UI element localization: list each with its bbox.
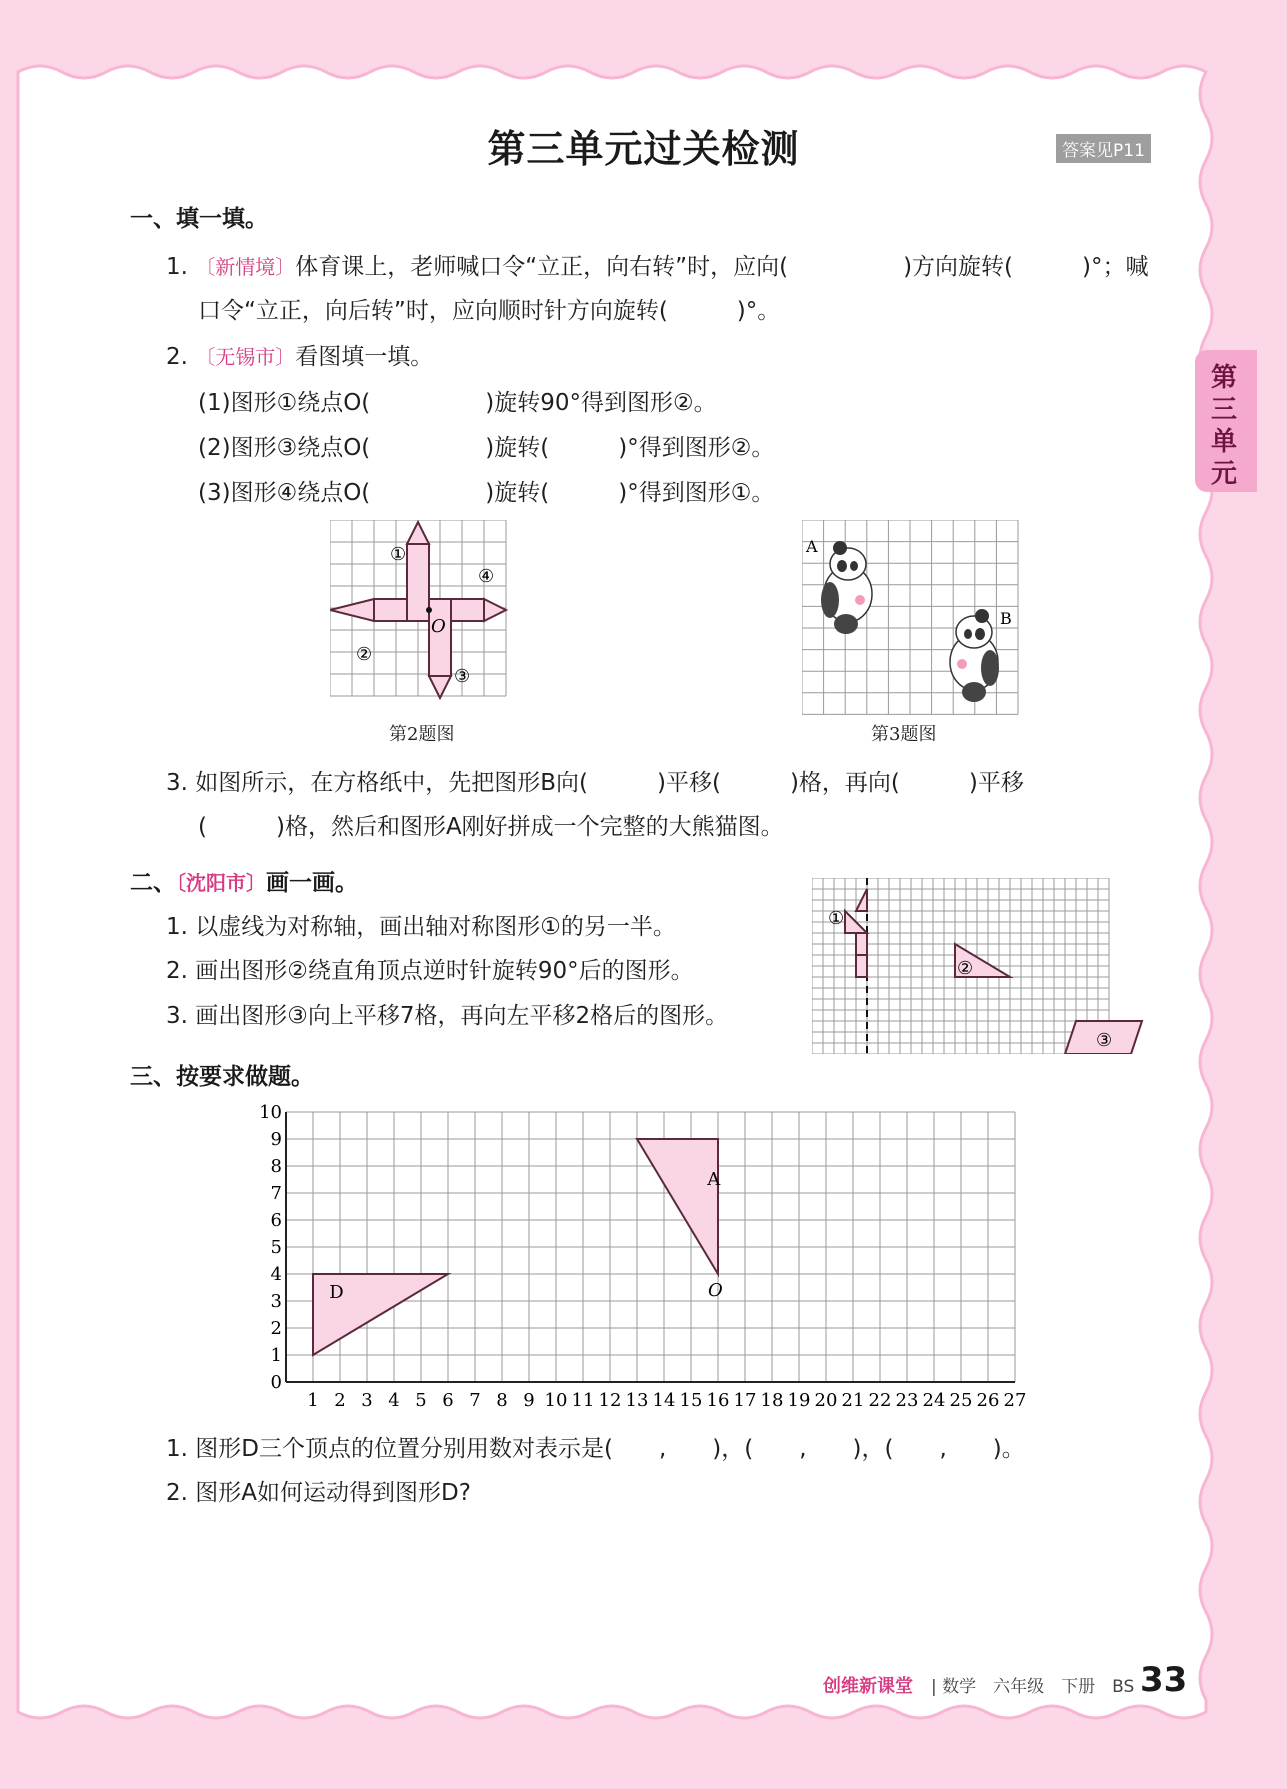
- question-2-intro: [166, 338, 433, 371]
- question-2-text: 看图填一填。: [295, 344, 434, 370]
- question-1-text: 体育课上，老师喊口令“立正，向右转”时，应向( )方向旋转( )°；喊: [295, 254, 1149, 280]
- section3-heading: 三、按要求做题。: [130, 1064, 314, 1090]
- coordinate-grid: [254, 1100, 1034, 1420]
- section2-question-2: 2. 画出图形②绕直角顶点逆时针旋转90°后的图形。: [166, 958, 694, 984]
- question-2-number: 2.: [166, 344, 188, 370]
- section2-heading-text: 画一画。: [266, 870, 358, 896]
- x-tick-label: 1: [307, 1390, 319, 1411]
- figure-2-grid: [330, 520, 528, 718]
- figure-2-point-o: [426, 607, 432, 613]
- section2-tag: 〔沈阳市〕: [176, 871, 266, 895]
- figure-3-grid: [802, 520, 1020, 718]
- question-1-tag: 〔新情境〕: [195, 255, 296, 279]
- x-tick-label: 20: [814, 1390, 838, 1411]
- x-tick-label: 19: [787, 1390, 811, 1411]
- x-tick-label: 21: [841, 1390, 865, 1411]
- shape-1-half-stem: [856, 933, 867, 955]
- x-tick-label: 27: [1003, 1390, 1027, 1411]
- figure-2-label-o: O: [431, 616, 446, 637]
- footer-brand: 创维新课堂: [823, 1676, 913, 1697]
- x-tick-label: 25: [949, 1390, 973, 1411]
- question-1-number: 1.: [166, 254, 188, 280]
- y-tick-label: 1: [270, 1345, 282, 1366]
- section2-heading: [130, 864, 358, 897]
- x-tick-label: 15: [679, 1390, 703, 1411]
- point-o-label: O: [708, 1280, 723, 1301]
- x-tick-label: 12: [598, 1390, 622, 1411]
- x-tick-label: 5: [415, 1390, 427, 1411]
- y-tick-label: 6: [270, 1210, 282, 1231]
- section1-heading: 一、填一填。: [130, 206, 268, 232]
- question-3-line1: [166, 764, 1024, 797]
- figure-3-caption: 第3题图: [871, 724, 937, 745]
- section3-question-2: 2. 图形A如何运动得到图形D?: [166, 1480, 471, 1506]
- question-2-tag: 〔无锡市〕: [195, 345, 296, 369]
- section2-question-3: 3. 画出图形③向上平移7格，再向左平移2格后的图形。: [166, 1003, 729, 1029]
- unit-side-tab-label: 第三单元: [1210, 363, 1237, 489]
- figure-3-panda-a: [821, 541, 872, 634]
- x-tick-label: 8: [496, 1390, 508, 1411]
- figure-2-label-4: ④: [478, 566, 495, 587]
- shape-A: [637, 1139, 718, 1274]
- x-tick-label: 26: [976, 1390, 1000, 1411]
- figure-2-shape-1-tip: [407, 522, 429, 544]
- question-1-line2: 口令“立正，向后转”时，应向顺时针方向旋转( )°。: [198, 298, 781, 324]
- footer-book-info: | 数学 六年级 下册 BS: [931, 1677, 1135, 1697]
- x-tick-label: 2: [334, 1390, 346, 1411]
- question-3-line2: ( )格，然后和图形A刚好拼成一个完整的大熊猫图。: [198, 814, 784, 840]
- x-tick-label: 24: [922, 1390, 946, 1411]
- x-tick-label: 11: [571, 1390, 595, 1411]
- question-2-sub2: (2)图形③绕点O( )旋转( )°得到图形②。: [198, 435, 775, 461]
- figure-2-shape-4-tip: [484, 599, 506, 621]
- section2-label-3: ③: [1096, 1030, 1113, 1051]
- x-tick-label: 14: [652, 1390, 676, 1411]
- x-tick-label: 13: [625, 1390, 649, 1411]
- figure-3-label-a: A: [806, 537, 818, 556]
- page-title: 第三单元过关检测: [487, 127, 800, 171]
- y-tick-label: 3: [270, 1291, 282, 1312]
- figure-2-label-2: ②: [356, 644, 373, 665]
- figure-2-label-3: ③: [454, 666, 471, 687]
- question-2-sub3: (3)图形④绕点O( )旋转( )°得到图形①。: [198, 480, 775, 506]
- answer-reference-badge: 答案见P11: [1056, 134, 1151, 163]
- y-tick-label: 5: [270, 1237, 282, 1258]
- y-tick-label: 4: [270, 1264, 282, 1285]
- x-tick-label: 23: [895, 1390, 919, 1411]
- x-tick-label: 3: [361, 1390, 373, 1411]
- x-tick-label: 7: [469, 1390, 481, 1411]
- x-tick-label: 9: [523, 1390, 535, 1411]
- y-tick-label: 7: [270, 1183, 282, 1204]
- y-tick-label: 0: [270, 1372, 282, 1393]
- question-2-sub1: (1)图形①绕点O( )旋转90°得到图形②。: [198, 390, 717, 416]
- x-tick-label: 6: [442, 1390, 454, 1411]
- section2-question-1: 1. 以虚线为对称轴，画出轴对称图形①的另一半。: [166, 914, 676, 940]
- shape-D-label: D: [329, 1282, 344, 1304]
- question-3-number: 3.: [166, 770, 188, 796]
- shape-A-label: A: [707, 1168, 721, 1190]
- figure-2-label-1: ①: [390, 544, 407, 565]
- question-1-line1: [166, 248, 1149, 281]
- section2-label-1: ①: [828, 908, 845, 929]
- y-tick-label: 2: [270, 1318, 282, 1339]
- figure-2-shape-1: [407, 544, 429, 621]
- figure-3-label-b: B: [1000, 609, 1012, 628]
- x-tick-label: 17: [733, 1390, 757, 1411]
- figure-2-shape-3: [429, 599, 451, 676]
- section2-drawing-grid: [812, 878, 1148, 1054]
- shape-1-half-base: [856, 955, 867, 977]
- x-tick-label: 22: [868, 1390, 892, 1411]
- figure-2-shape-3-tip: [429, 676, 451, 698]
- x-tick-label: 16: [706, 1390, 730, 1411]
- y-tick-label: 10: [259, 1102, 282, 1123]
- x-tick-label: 18: [760, 1390, 784, 1411]
- page-number: 33: [1140, 1660, 1188, 1700]
- y-tick-label: 8: [270, 1156, 282, 1177]
- y-tick-label: 9: [270, 1129, 282, 1150]
- x-tick-label: 4: [388, 1390, 400, 1411]
- figure-3-panda-b: [950, 609, 999, 702]
- section2-heading-prefix: 二、: [130, 870, 176, 896]
- question-3-text: 如图所示，在方格纸中，先把图形B向( )平移( )格，再向( )平移: [195, 770, 1024, 796]
- section2-label-2: ②: [957, 958, 974, 979]
- x-tick-label: 10: [544, 1390, 568, 1411]
- section3-question-1: 1. 图形D三个顶点的位置分别用数对表示是( , )，( , )，( , )。: [166, 1436, 1025, 1462]
- figure-2-caption: 第2题图: [389, 724, 455, 745]
